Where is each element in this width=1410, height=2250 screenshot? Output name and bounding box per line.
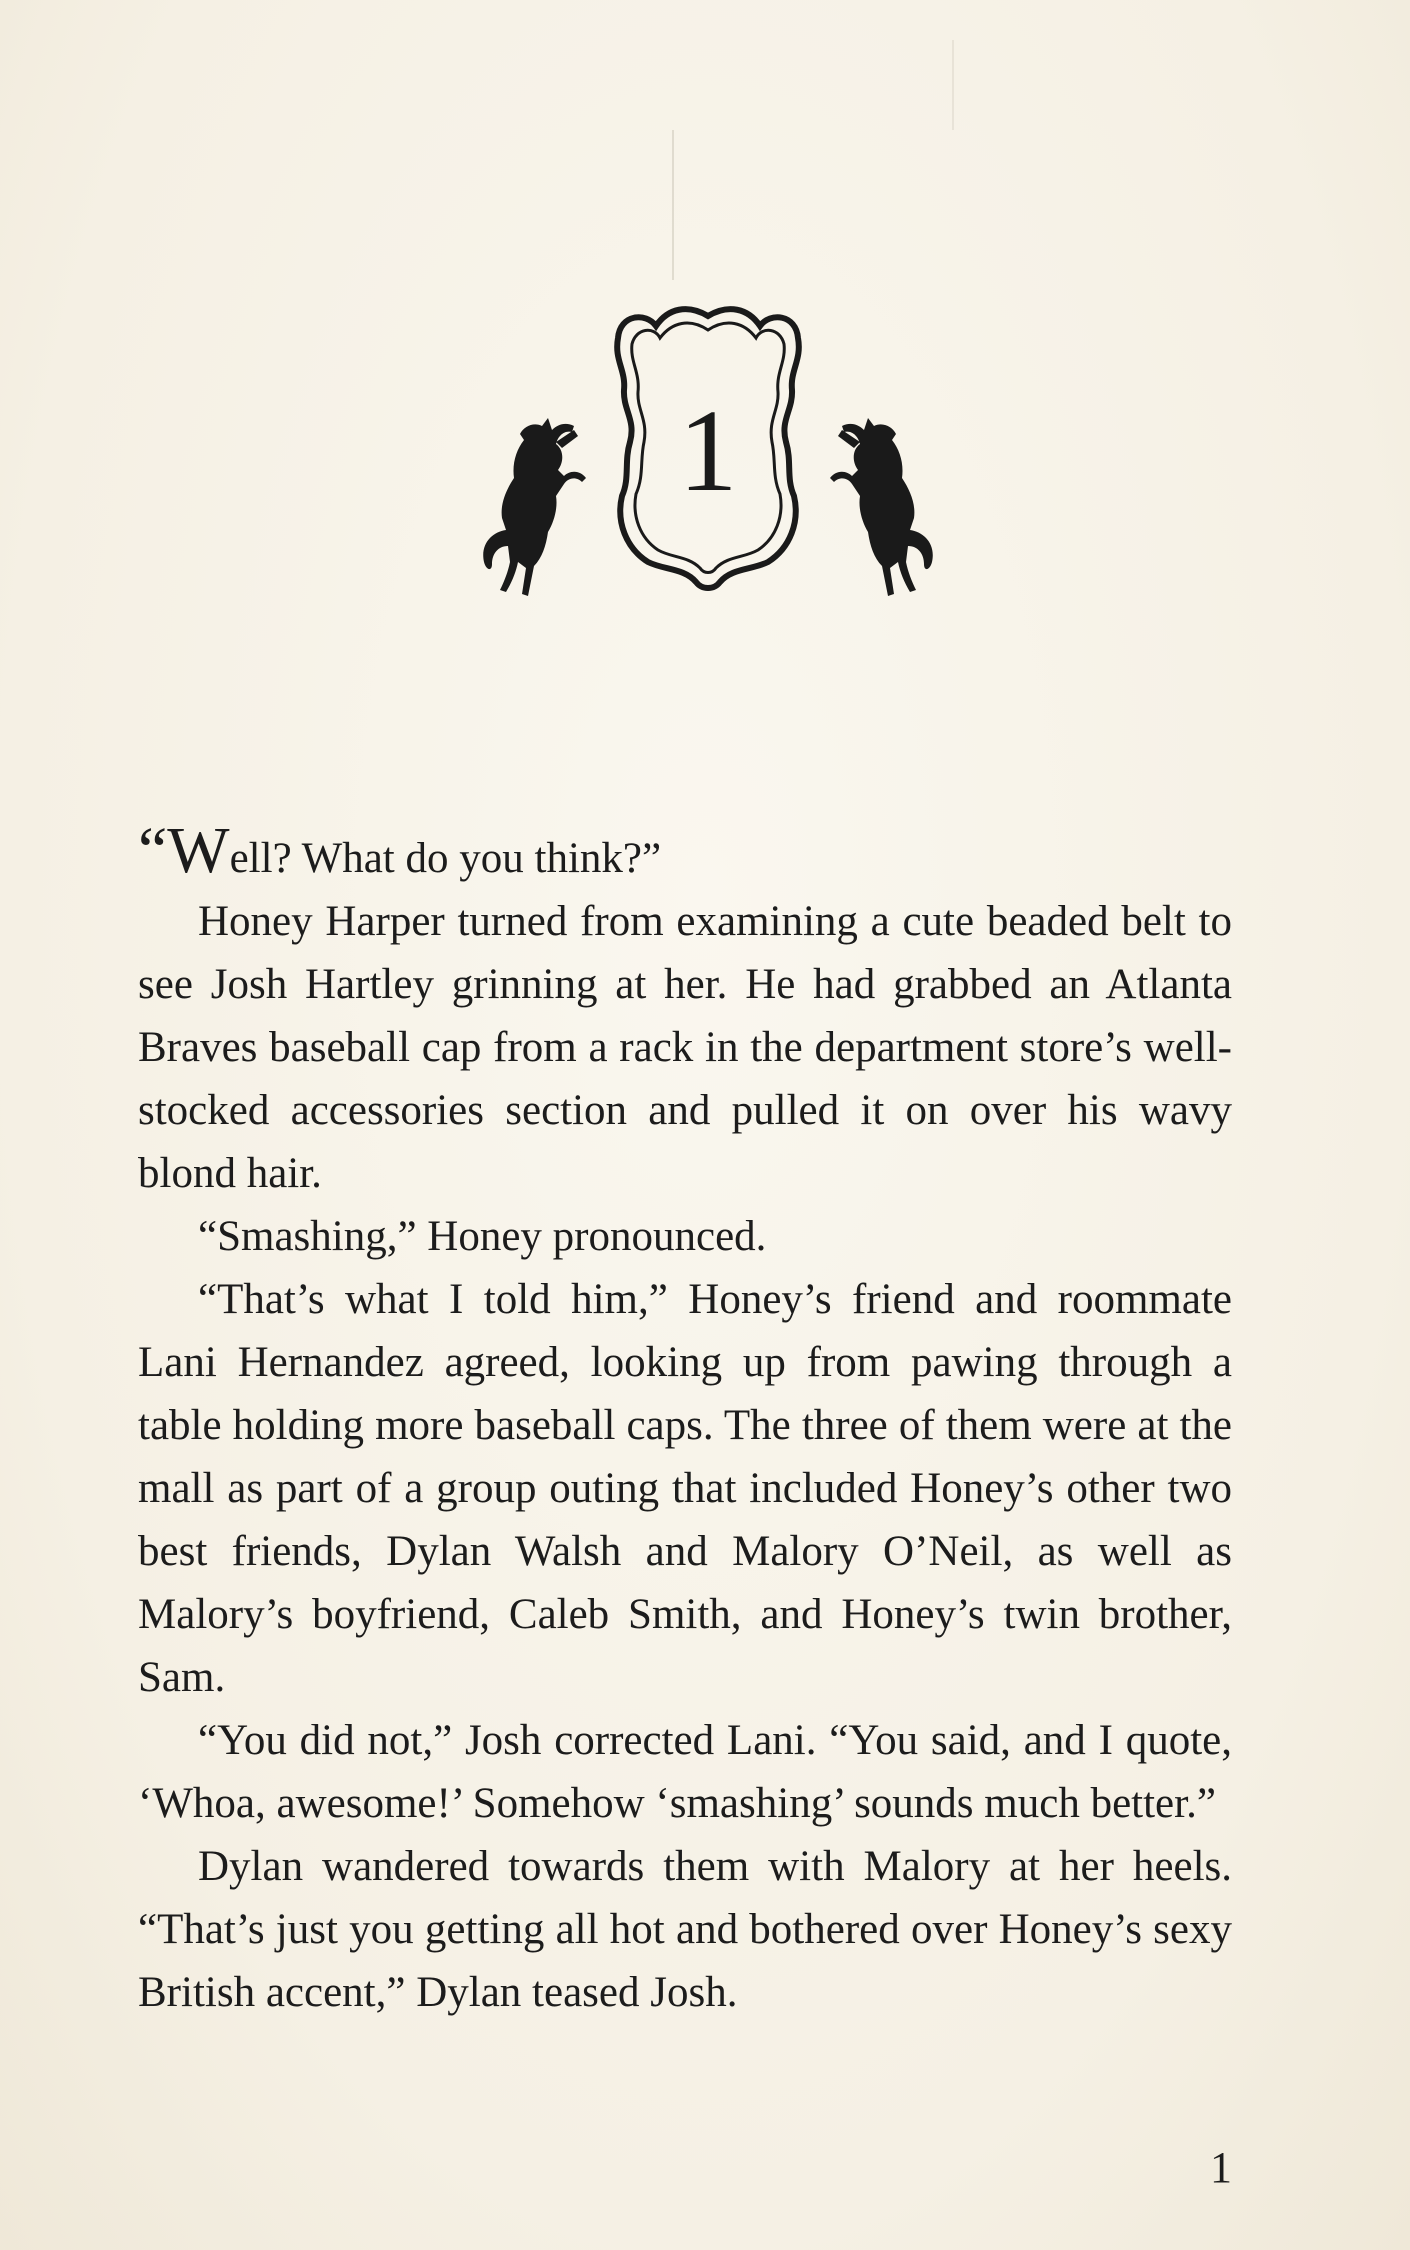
chapter-body-text: [138, 814, 1232, 2024]
chapter-number: 1: [678, 385, 738, 516]
paragraph: “You did not,” Josh corrected Lani. “You said, and I quote, ‘Whoa, awesome!’ Somehow ‘smashing’ sounds much better.”: [138, 1717, 1232, 1827]
page-number: 1: [1210, 2143, 1232, 2192]
paragraph-text: ell? What do you think?”: [229, 835, 662, 882]
paragraph: [138, 814, 1232, 890]
chapter-emblem: [388, 300, 1028, 620]
paragraph: “Smashing,” Honey pronounced.: [198, 1213, 767, 1260]
paragraph: Dylan wandered towards them with Malory at her heels. “That’s just you getting all hot and bothered over Honey’s sexy British accent,” Dylan teased Josh.: [138, 1843, 1232, 2016]
paragraph: Honey Harper turned from examining a cute beaded belt to see Josh Hartley grinning at her. He had grabbed an Atlanta Braves baseball cap from a rack in the department store’s well-stocked accessories section and pulled it on over his wavy blond hair.: [138, 898, 1232, 1197]
drop-cap: “W: [138, 814, 230, 887]
paragraph: “That’s what I told him,” Honey’s friend and roommate Lani Hernandez agreed, looking up from pawing through a table holding more baseball caps. The three of them were at the mall as part of a group outing that included Honey’s other two best friends, Dylan Walsh and Malory O’Neil, as well as Malory’s boyfriend, Caleb Smith, and Honey’s twin brother, Sam.: [138, 1276, 1232, 1701]
page-crease: [952, 40, 954, 130]
page-crease: [672, 130, 674, 280]
